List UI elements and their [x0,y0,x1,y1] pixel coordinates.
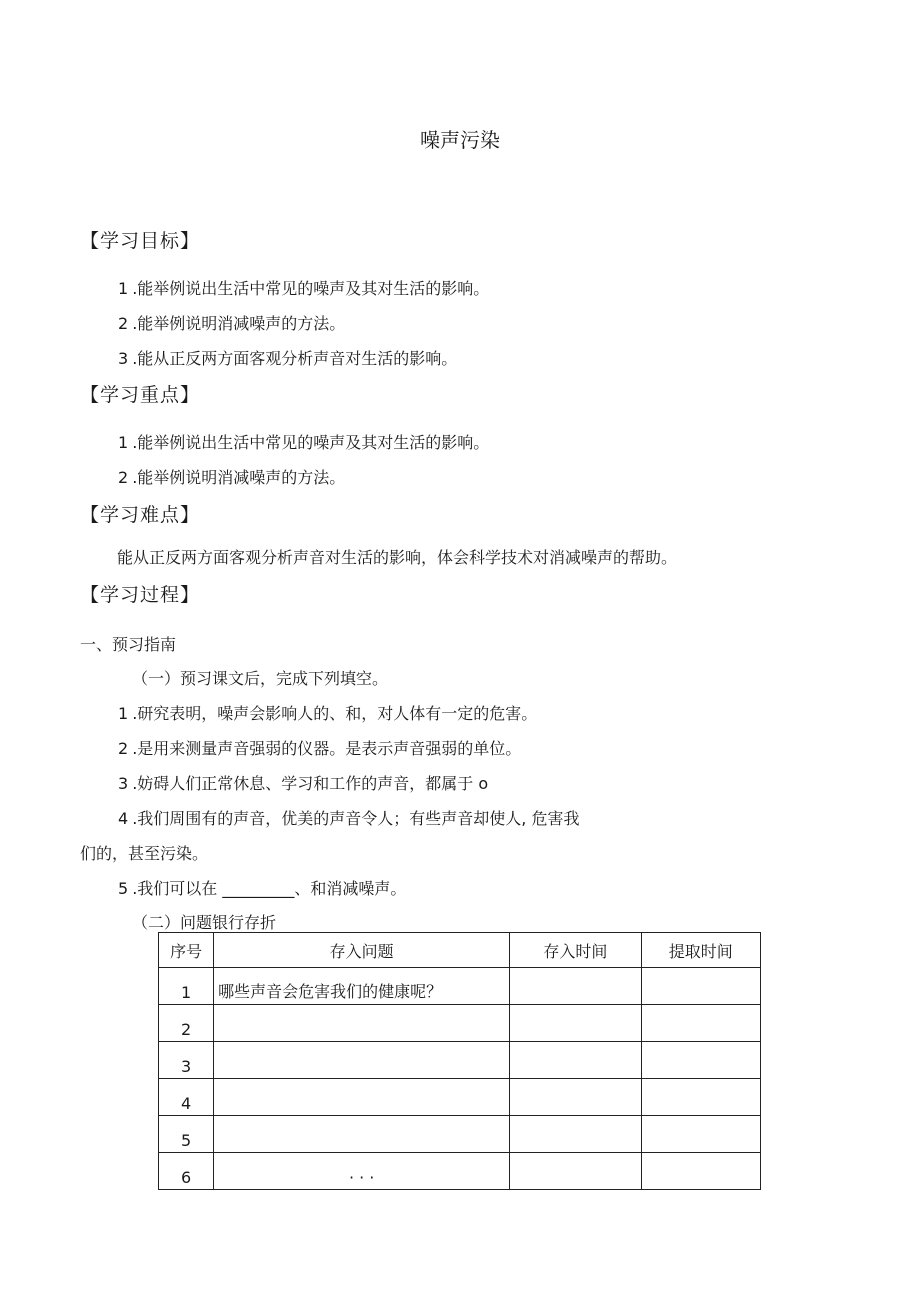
item-number: 2 [118,468,129,487]
row-deposit-time [510,1079,641,1116]
row-deposit-time [510,1042,641,1079]
row-deposit-time [510,1005,641,1042]
table-row [159,1042,761,1079]
header-number: 序号 [159,933,214,968]
item-text: .研究表明，噪声会影响人的、和，对人体有一定的危害。 [132,704,538,723]
key-points-heading: 【学习重点】 [80,384,201,406]
row-deposit-time [510,968,641,1005]
header-question: 存入问题 [214,933,510,968]
question-bank-table [158,932,761,1190]
item-number: 1 [118,704,129,723]
row-question [214,1079,510,1116]
item-text: 们的，甚至污染。 [80,844,209,863]
item-number: 2 [118,739,129,758]
page-title: 噪声污染 [420,128,500,152]
table-row [159,1153,761,1190]
row-number: 4 [159,1079,214,1116]
item-text: .是用来测量声音强弱的仪器。是表示声音强弱的单位。 [132,739,522,758]
part1-title: 一、预习指南 [80,635,177,654]
table-row [159,1005,761,1042]
row-number: 1 [159,968,214,1005]
key-point-item-1 [118,430,489,453]
header-deposit-time: 存入时间 [510,933,641,968]
row-number: 3 [159,1042,214,1079]
item-number: 4 [118,809,129,828]
row-deposit-time [510,1116,641,1153]
item-number: 3 [118,349,129,368]
row-question [214,1005,510,1042]
row-deposit-time [510,1153,641,1190]
row-number: 5 [159,1116,214,1153]
fill-item-4 [118,806,579,829]
item-text: .能举例说明消减噪声的方法。 [132,468,346,487]
fill-item-1 [118,701,537,724]
item-text: .我们可以在 _________、和消减噪声。 [132,879,407,898]
item-number: 1 [118,433,129,452]
objective-item-2 [118,311,345,334]
item-number: 1 [118,279,129,298]
row-withdraw-time [641,1116,760,1153]
fill-item-4-continued [80,841,208,864]
item-text: .妨碍人们正常休息、学习和工作的声音，都属于 o [132,774,489,793]
item-text: .我们周围有的声音，优美的声音令人；有些声音却使人, 危害我 [132,809,580,828]
row-withdraw-time [641,1005,760,1042]
row-withdraw-time [641,968,760,1005]
sub1-title: （一）预习课文后，完成下列填空。 [132,669,389,688]
fill-item-2 [118,736,521,759]
item-text: .能举例说出生活中常见的噪声及其对生活的影响。 [132,279,490,298]
difficulties-heading: 【学习难点】 [80,504,201,526]
row-question: · · · [214,1153,510,1190]
row-question: 哪些声音会危害我们的健康呢？ [214,968,510,1005]
header-withdraw-time: 提取时间 [641,933,760,968]
objective-item-3 [118,346,457,369]
item-number: 2 [118,314,129,333]
objectives-heading: 【学习目标】 [80,230,201,252]
row-number: 6 [159,1153,214,1190]
item-text: .能从正反两方面客观分析声音对生活的影响。 [132,349,458,368]
process-heading: 【学习过程】 [80,584,201,606]
row-number: 2 [159,1005,214,1042]
row-withdraw-time [641,1079,760,1116]
table-row [159,1079,761,1116]
item-text: .能举例说明消减噪声的方法。 [132,314,346,333]
row-withdraw-time [641,1042,760,1079]
row-withdraw-time [641,1153,760,1190]
table-row [159,968,761,1005]
item-number: 5 [118,879,129,898]
item-number: 3 [118,774,129,793]
key-point-item-2 [118,465,345,488]
objective-item-1 [118,276,489,299]
sub2-title: （二）问题银行存折 [132,913,277,932]
table-row [159,1116,761,1153]
row-question [214,1042,510,1079]
item-text: .能举例说出生活中常见的噪声及其对生活的影响。 [132,433,490,452]
row-question [214,1116,510,1153]
table-header-row [159,933,761,968]
difficulties-text: 能从正反两方面客观分析声音对生活的影响，体会科学技术对消减噪声的帮助。 [117,548,678,567]
fill-item-3 [118,771,488,794]
fill-item-5 [118,876,406,899]
